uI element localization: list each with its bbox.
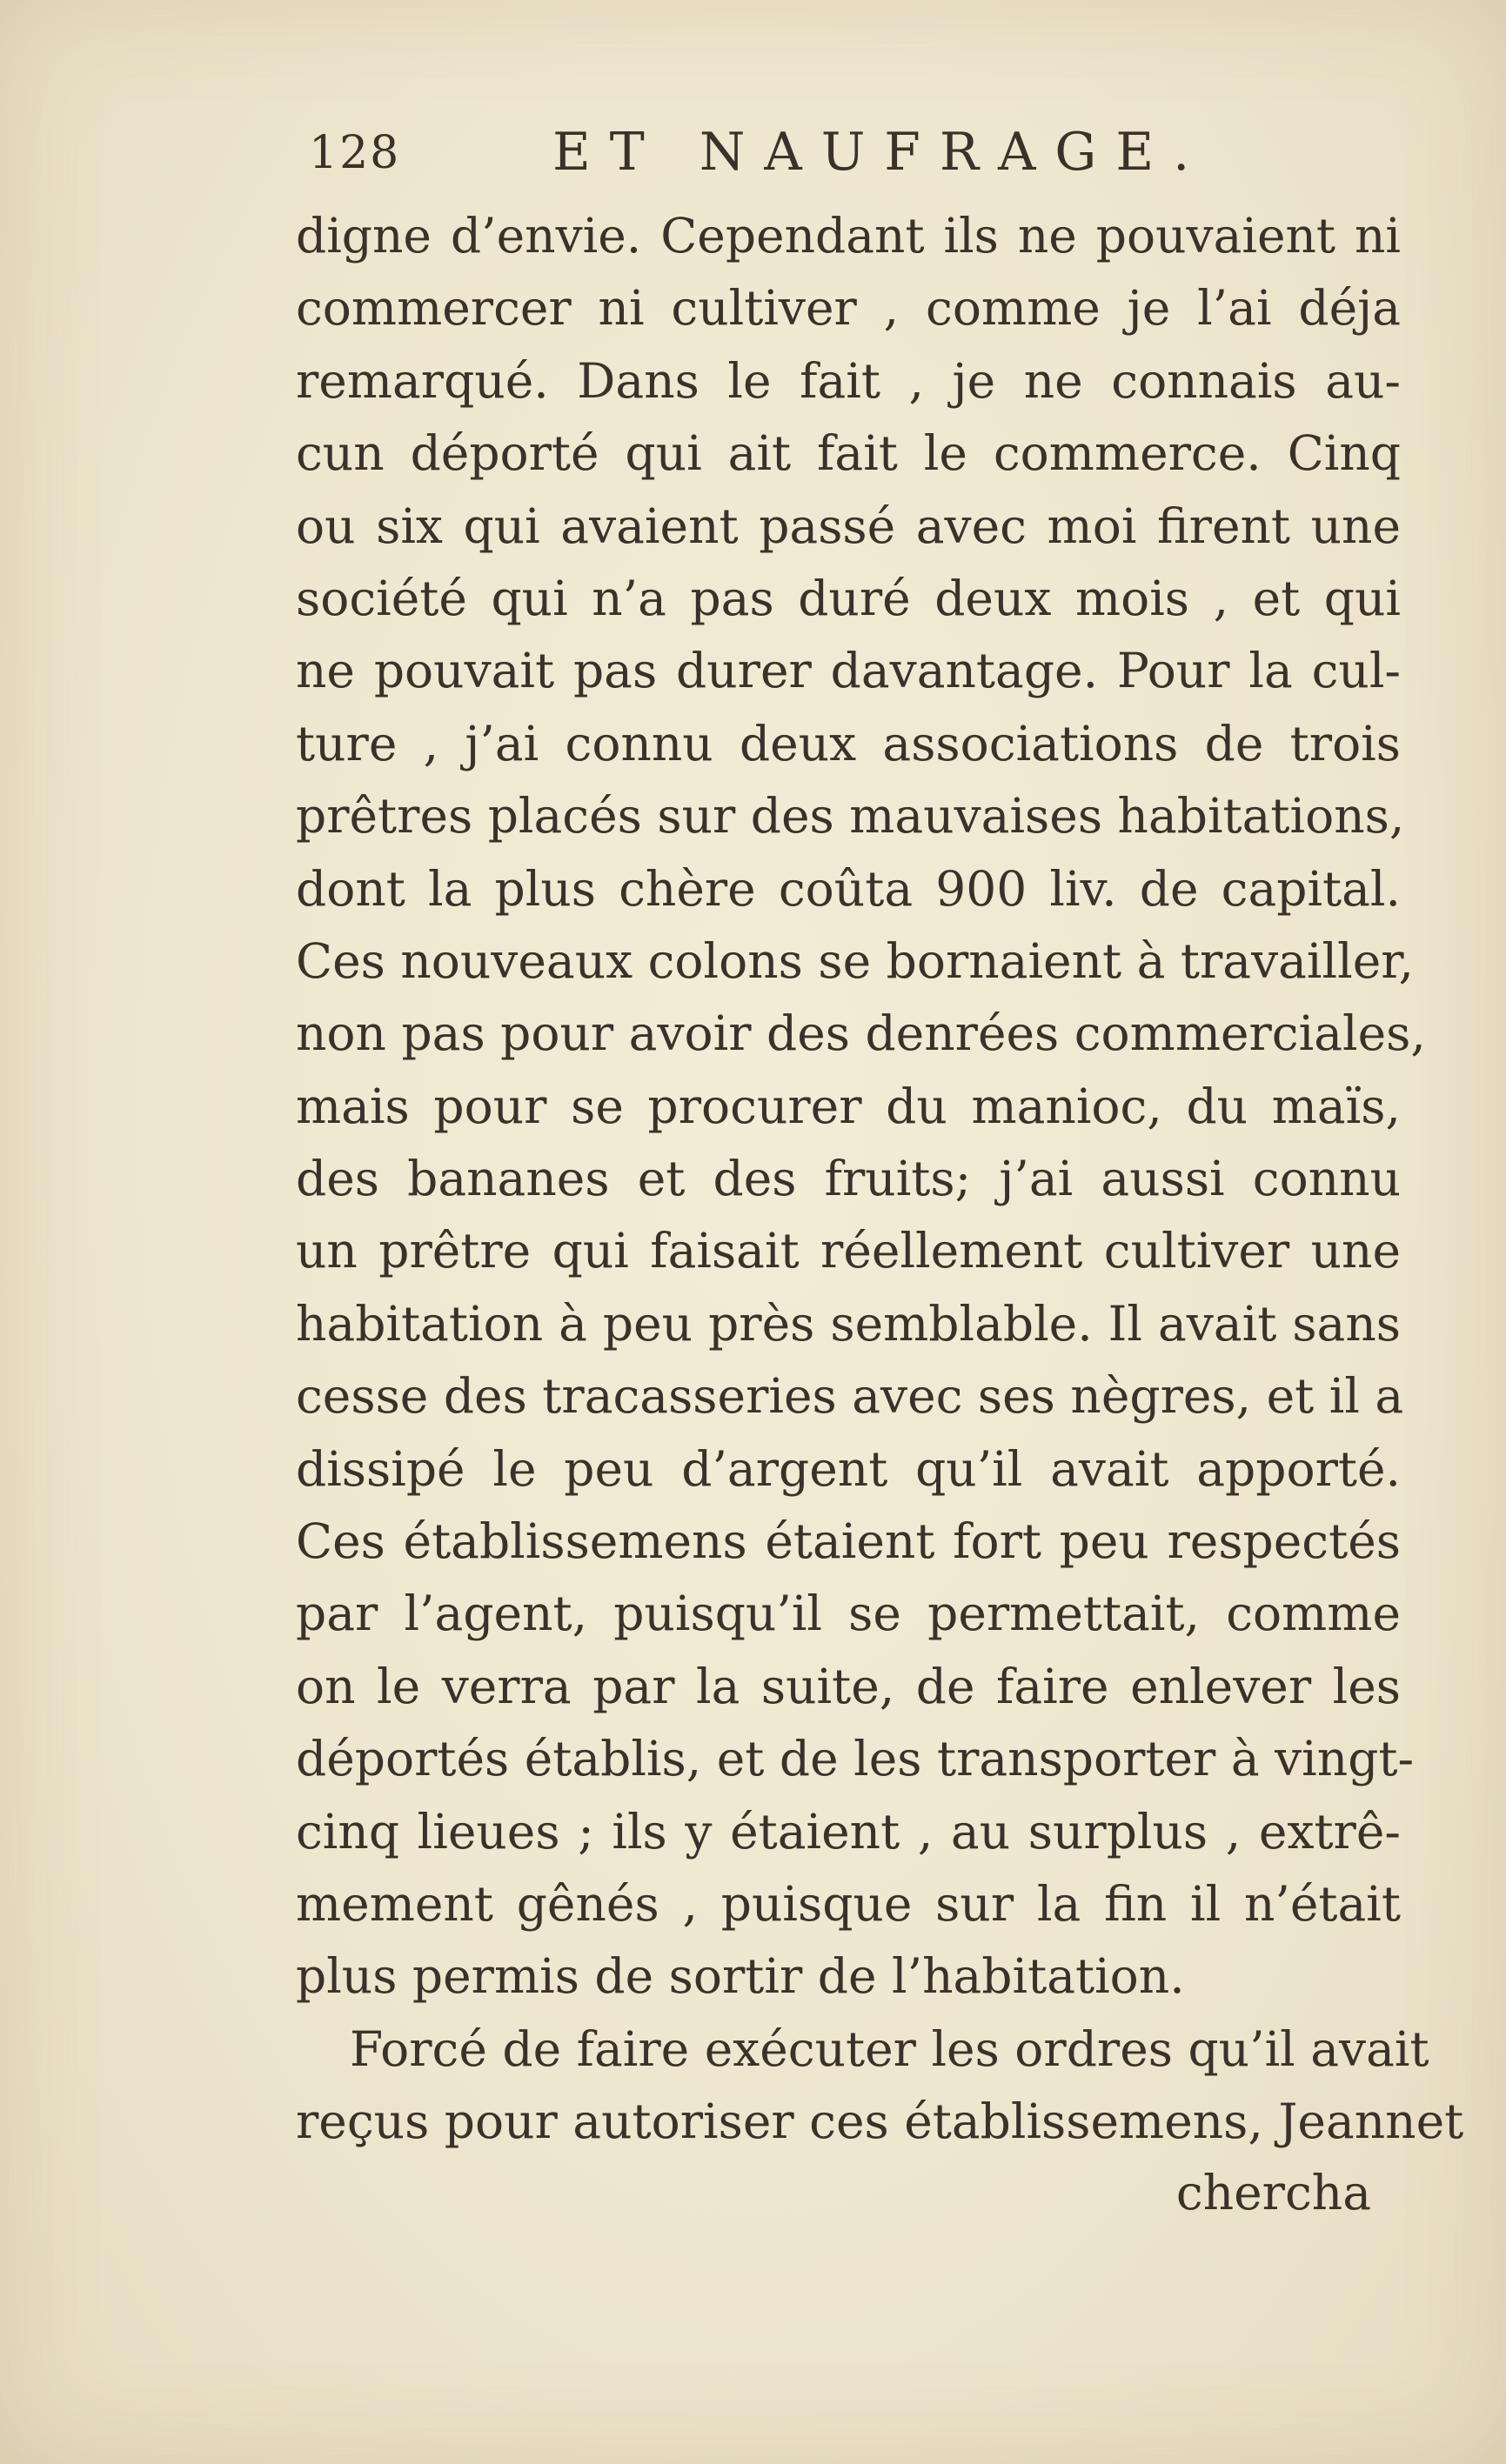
body-text bbox=[296, 200, 1464, 2159]
text-line: ou six qui avaient passé avec moi firent une bbox=[296, 497, 1401, 554]
page-header bbox=[309, 122, 1396, 191]
text-line: non pas pour avoir des denrées commerciales, bbox=[296, 1005, 1426, 1062]
text-line: digne d’envie. Cependant ils ne pouvaient ni bbox=[296, 208, 1401, 264]
text-line: habitation à peu près semblable. Il avait sans bbox=[296, 1295, 1401, 1352]
text-line: société qui n’a pas duré deux mois , et qui bbox=[296, 570, 1401, 626]
text-line: dissipé le peu d’argent qu’il avait apporté. bbox=[296, 1440, 1401, 1497]
text-line: reçus pour autoriser ces établissemens, Jeannet bbox=[296, 2093, 1464, 2150]
paragraph-end-line: plus permis de sortir de l’habitation. bbox=[296, 1948, 1185, 2005]
text-line: Ces nouveaux colons se bornaient à travailler, bbox=[296, 932, 1414, 989]
text-line: remarqué. Dans le fait , je ne connais au- bbox=[296, 352, 1401, 409]
text-line: mais pour se procurer du manioc, du maïs, bbox=[296, 1078, 1401, 1134]
paragraph-start-line: Forcé de faire exécuter les ordres qu’il avait bbox=[350, 2020, 1429, 2077]
text-line: des bananes et des fruits; j’ai aussi connu bbox=[296, 1151, 1401, 1207]
text-line: cinq lieues ; ils y étaient , au surplus , extrê- bbox=[296, 1803, 1401, 1860]
text-line: un prêtre qui faisait réellement cultiver une bbox=[296, 1223, 1401, 1279]
text-line: on le verra par la suite, de faire enlever les bbox=[296, 1658, 1401, 1714]
text-line: prêtres placés sur des mauvaises habitations, bbox=[296, 788, 1405, 845]
text-line: ne pouvait pas durer davantage. Pour la cul- bbox=[296, 643, 1401, 699]
text-line: cun déporté qui ait fait le commerce. Cinq bbox=[296, 425, 1401, 482]
text-line: dont la plus chère coûta 900 liv. de capital. bbox=[296, 860, 1401, 917]
running-head: ET NAUFRAGE. bbox=[552, 122, 1209, 183]
text-line: mement gênés , puisque sur la fin il n’était bbox=[296, 1875, 1401, 1932]
text-line: ture , j’ai connu deux associations de trois bbox=[296, 715, 1401, 771]
page-number: 128 bbox=[309, 127, 401, 179]
text-line: Ces établissemens étaient fort peu respectés bbox=[296, 1513, 1401, 1570]
text-line: déportés établis, et de les transporter à vingt- bbox=[296, 1731, 1415, 1787]
text-line: commercer ni cultiver , comme je l’ai déja bbox=[296, 280, 1401, 337]
text-line: cesse des tracasseries avec ses nègres, et il a bbox=[296, 1368, 1404, 1425]
text-line: par l’agent, puisqu’il se permettait, comme bbox=[296, 1586, 1401, 1642]
catchword: chercha bbox=[1175, 2165, 1371, 2220]
